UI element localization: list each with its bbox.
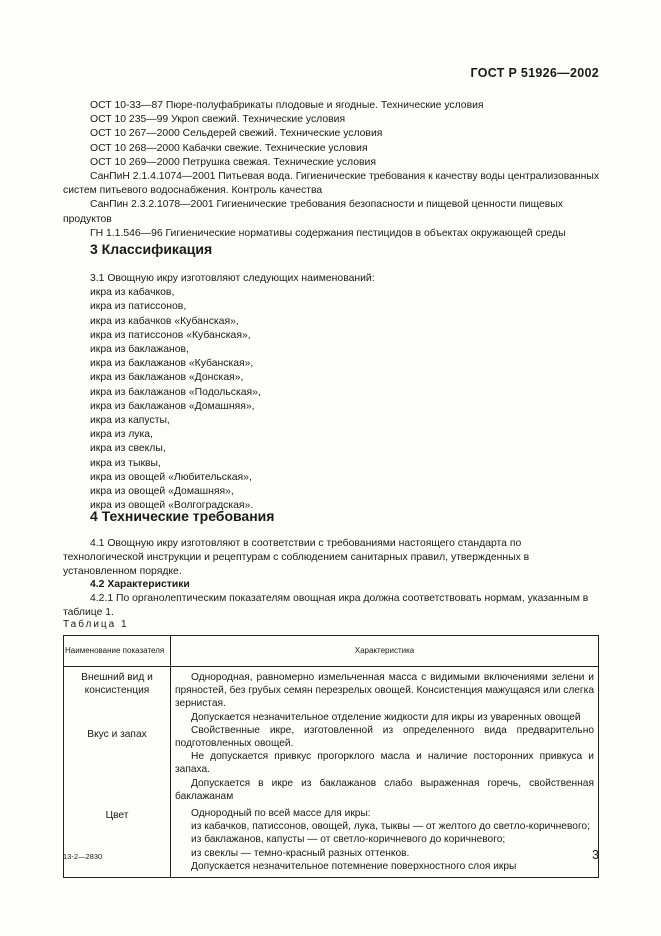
page-number: 3 — [592, 848, 599, 862]
characteristic-line: Свойственные икре, изготовленной из определенного вида предварительно подготовленных овощей. — [175, 724, 594, 750]
organoleptic-table — [63, 635, 599, 878]
list-item: икра из патиссонов «Кубанская», — [90, 329, 251, 341]
column-header-characteristic: Характеристика — [171, 636, 599, 667]
list-item: икра из овощей «Домашняя», — [90, 486, 234, 498]
section-4-body — [63, 537, 603, 620]
column-header-indicator: Наименование показателя — [64, 636, 171, 667]
list-item: икра из кабачков «Кубанская», — [90, 315, 239, 327]
list-item: икра из овощей «Волгоградская». — [90, 500, 254, 512]
reference-item: ОСТ 10 269—2000 Петрушка свежая. Технические условия — [90, 156, 376, 168]
row-indicator: Цвет — [105, 810, 129, 822]
list-item: икра из овощей «Любительская», — [90, 471, 252, 483]
reference-item: ГН 1.1.546—96 Гигиенические нормативы содержания пестицидов в объектах окружающей среды — [90, 227, 566, 239]
list-item: икра из баклажанов «Подольская», — [90, 386, 261, 398]
characteristic-line: из кабачков, патиссонов, овощей, лука, тыквы — от желтого до светло-коричневого; — [191, 821, 590, 833]
characteristic-line: из свеклы — темно-красный разных оттенков. — [191, 847, 410, 859]
list-item: икра из кабачков, — [90, 287, 175, 299]
list-item: икра из патиссонов, — [90, 301, 187, 313]
section-3-title: 3 Классификация — [90, 241, 213, 257]
list-item: икра из капусты, — [90, 415, 170, 427]
reference-item: ОСТ 10 268—2000 Кабачки свежие. Технические условия — [90, 142, 368, 154]
table-row — [64, 667, 599, 724]
classification-list — [90, 272, 375, 513]
standard-header: ГОСТ Р 51926—2002 — [470, 66, 599, 80]
paragraph-4-1: 4.1 Овощную икру изготовляют в соответствии с требованиями настоящего стандарта по технологической инструкции и рецептурам с соблюдением санитарных правил, утвержденных в установленном порядке. — [63, 538, 530, 577]
list-item: икра из свеклы, — [90, 443, 166, 455]
table-row — [64, 724, 599, 803]
list-item: икра из баклажанов «Домашняя», — [90, 400, 255, 412]
classification-intro: 3.1 Овощную икру изготовляют следующих наименований: — [90, 273, 375, 284]
heading-4-2: 4.2 Характеристики — [90, 579, 190, 591]
characteristic-line: из баклажанов, капусты — от светло-коричневого до коричневого; — [191, 834, 506, 846]
table-row — [64, 803, 599, 878]
reference-item: СанПиН 2.1.4.1074—2001 Питьевая вода. Гигиенические требования к качеству воды централизованных систем питьевого водоснабжения. Контроль качества — [63, 171, 600, 197]
characteristic-line: Допускается в икре из баклажанов слабо выраженная горечь, свойственная баклажанам — [175, 777, 594, 802]
row-indicator: Внешний вид и консистенция — [81, 672, 153, 697]
print-code: 13-2—2830 — [63, 852, 103, 861]
list-item: икра из тыквы, — [90, 457, 161, 469]
characteristic-line: Не допускается привкус прогорклого масла и наличие посторонних привкуса и запаха. — [175, 751, 594, 776]
reference-item: ОСТ 10 267—2000 Сельдерей свежий. Технические условия — [90, 128, 383, 140]
row-indicator: Вкус и запах — [87, 728, 147, 740]
list-item: икра из баклажанов «Кубанская», — [90, 358, 254, 370]
characteristic-line: Однородная, равномерно измельченная масса с видимыми включениями зелени и пряностей, без грубых семян перезрелых овощей. Консистенция мажущаяся или слегка зернистая. — [175, 672, 594, 710]
list-item: икра из баклажанов «Донская», — [90, 372, 244, 384]
characteristic-line: Допускается незначительное потемнение поверхностного слоя икры — [191, 860, 517, 872]
reference-item: ОСТ 10-33—87 Пюре-полуфабрикаты плодовые и ягодные. Технические условия — [90, 100, 484, 111]
reference-item: ОСТ 10 235—99 Укроп свежий. Технические условия — [90, 114, 346, 126]
normative-references — [63, 99, 603, 241]
characteristic-line: Однородный по всей массе для икры: — [191, 808, 371, 820]
list-item: икра из лука, — [90, 429, 153, 441]
section-4-title: 4 Технические требования — [90, 508, 275, 524]
characteristic-line: Допускается незначительное отделение жидкости для икры из уваренных овощей — [191, 711, 581, 723]
table-caption: Таблица 1 — [63, 619, 129, 630]
list-item: икра из баклажанов, — [90, 344, 189, 356]
reference-item: СанПин 2.3.2.1078—2001 Гигиенические требования безопасности и пищевой ценности пищевых продуктов — [63, 199, 563, 225]
paragraph-4-2-1: 4.2.1 По органолептическим показателям овощная икра должна соответствовать нормам, указанным в таблице 1. — [63, 593, 589, 618]
